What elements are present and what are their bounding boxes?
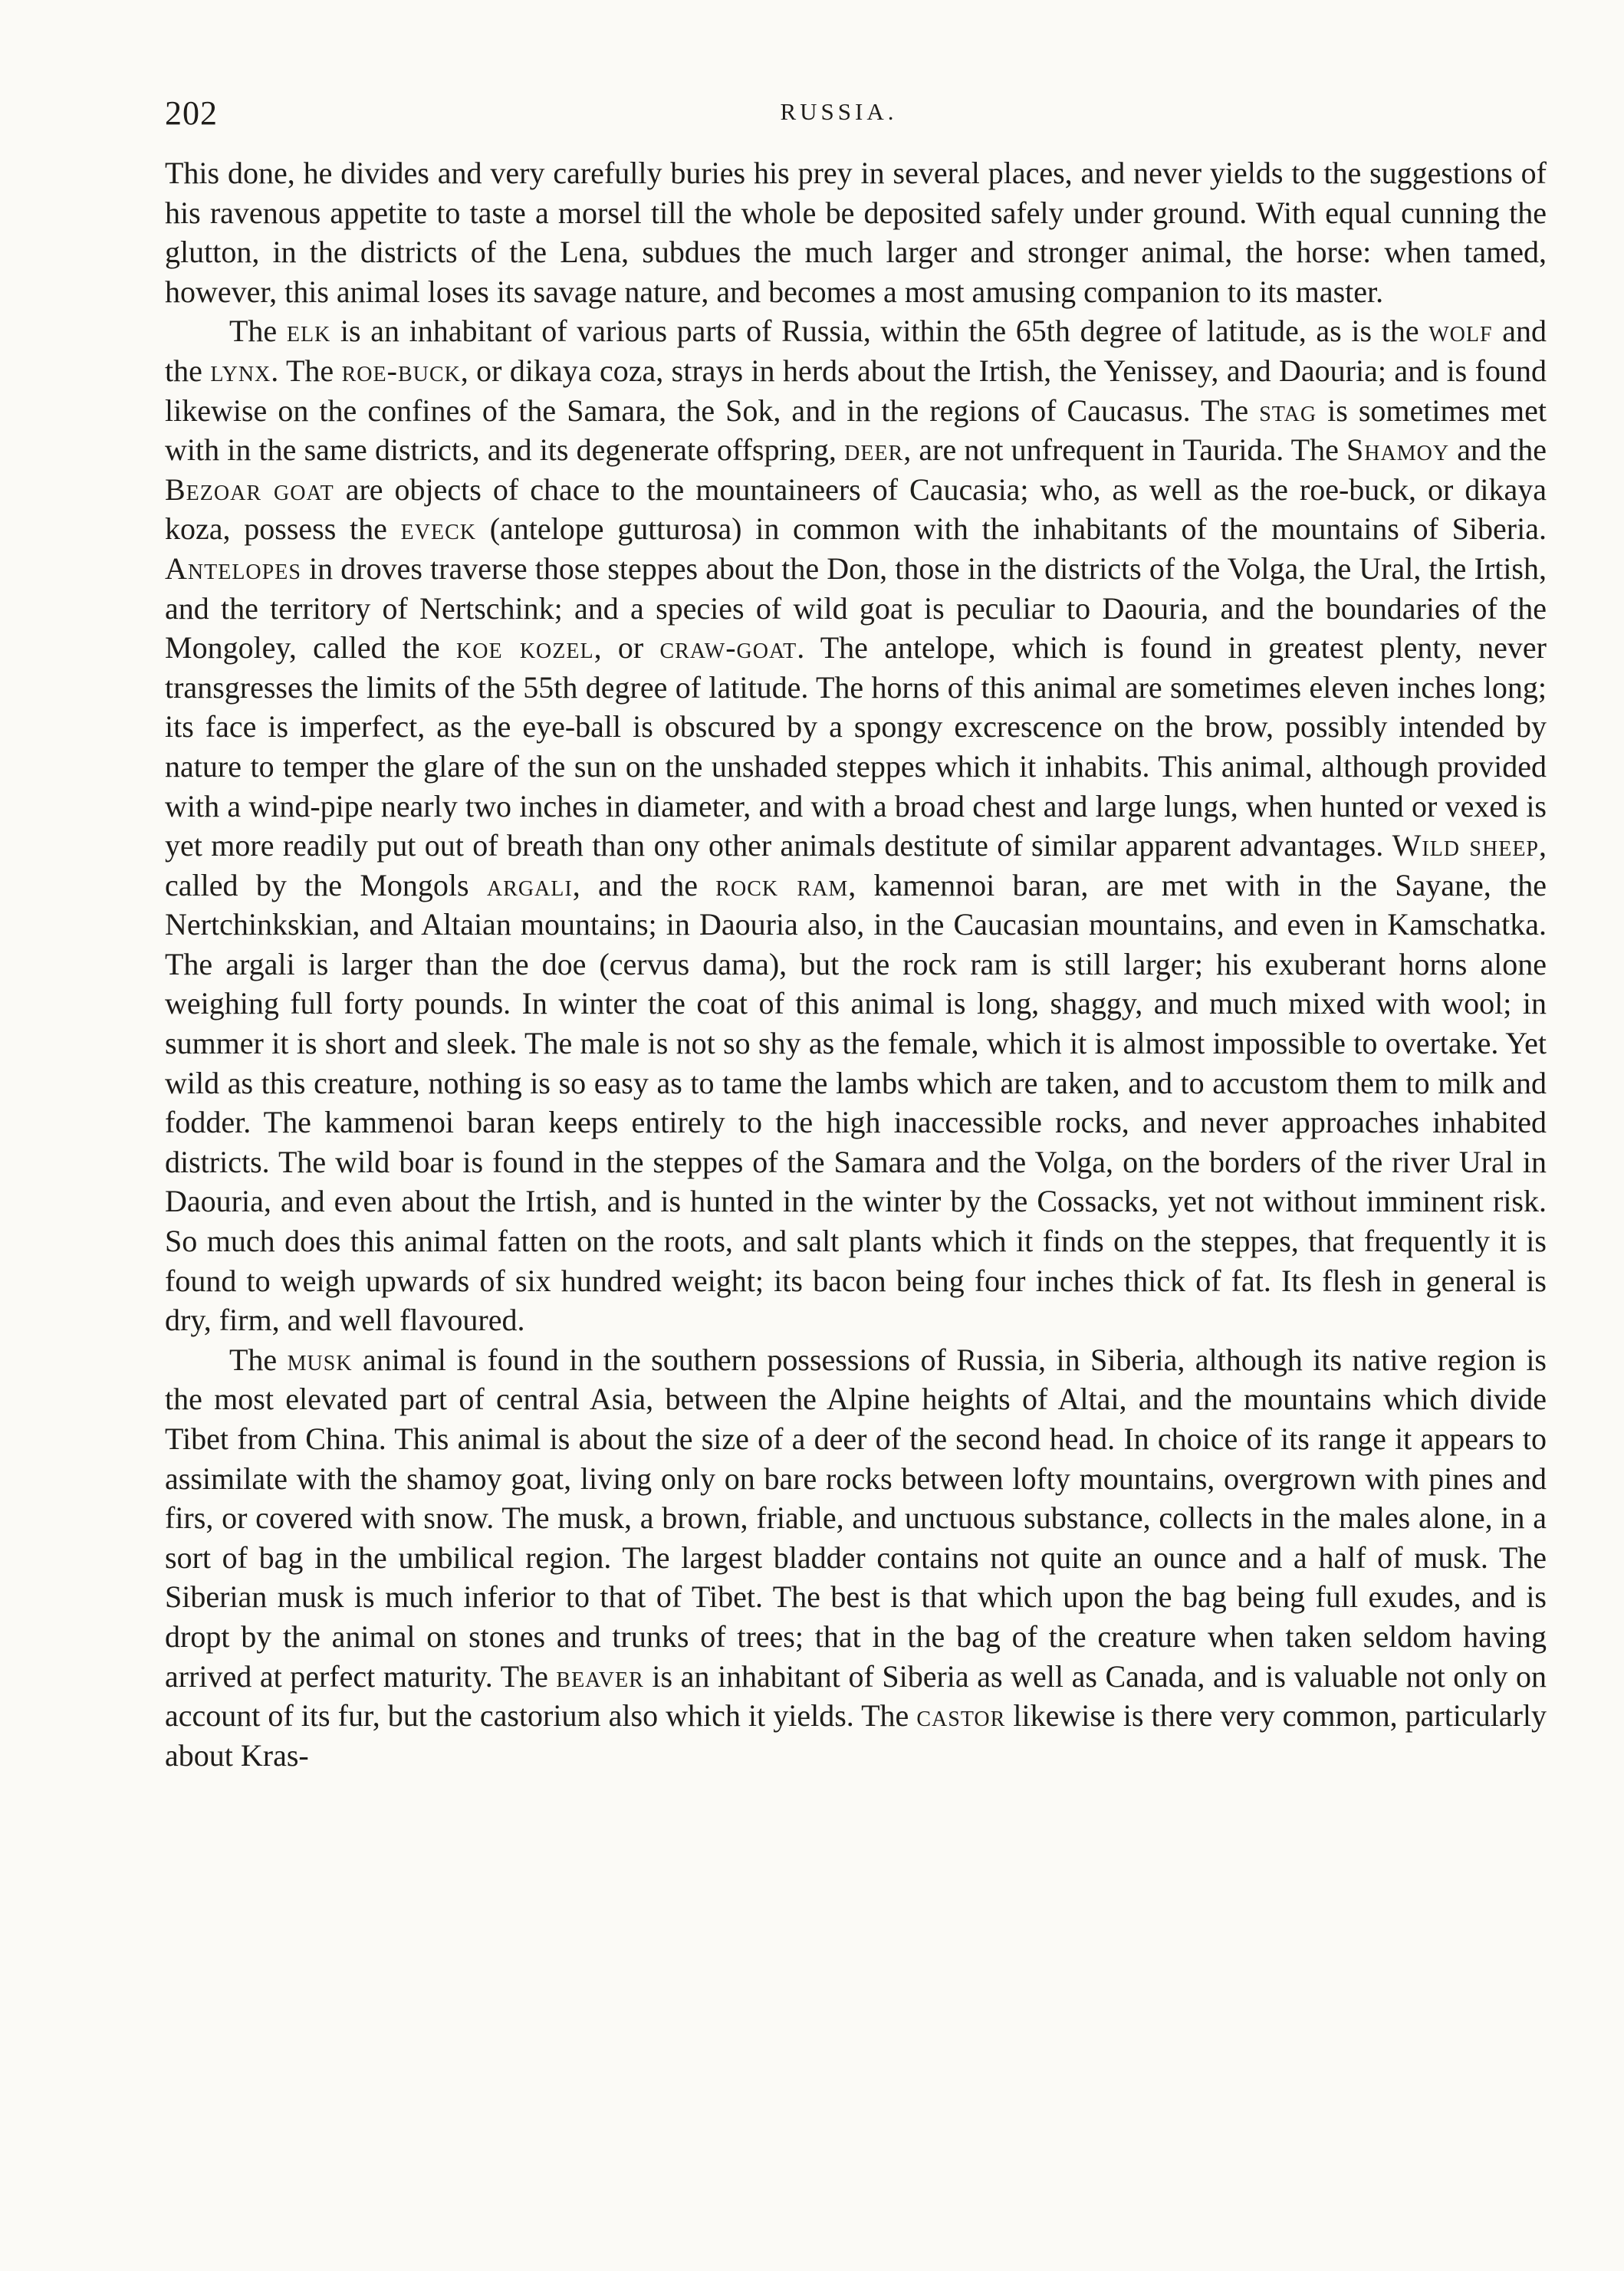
text-run: , or dikaya coza, strays in herds about the Irtish, the Yenissey, and Daouria; and is found likewise on the confines of the Samara, the Sok, and in the regions of Caucasus. The [165, 353, 1547, 428]
text-run: , called by the Mongols [165, 828, 1547, 902]
text-run: , and the [572, 867, 716, 902]
text-run: and the [1449, 432, 1547, 468]
small-caps-term: lynx [210, 353, 271, 388]
text-run: animal is found in the southern possessions of Russia, in Siberia, although its native region is the most elevated part of central Asia, between the Alpine heights of Altai, and the mountains which divide Tibet from China. This animal is about the size of a deer of the second head. In choice of its range it appears to assimilate with the shamoy goat, living only on bare rocks between lofty mountains, overgrown with pines and firs, or covered with snow. The musk, a brown, friable, and unctuous substance, collects in the males alone, in a sort of bag in the umbilical region. The largest bladder contains not quite an ounce and a half of musk. The Siberian musk is much inferior to that of Tibet. The best is that which upon the bag being full exudes, and is dropt by the animal on stones and trunks of trees; that in the bag of the creature when taken seldom having arrived at perfect maturity. The [165, 1342, 1547, 1694]
small-caps-term: craw-goat [659, 630, 797, 666]
text-run: . The antelope, which is found in greatest plenty, never transgresses the limits of the 55th degree of latitude. The horns of this animal are sometimes eleven inches long; its face is imperfect, as the eye-ball is obscured by a spongy excrescence on the brow, possibly intended by nature to temper the glare of the sun on the unshaded steppes which it inhabits. This animal, although provided with a wind-pipe nearly two inches in diameter, and with a broad chest and large lungs, when hunted or vexed is yet more readily put out of breath than ony other animals destitute of similar apparent advantages. [165, 630, 1547, 863]
text-run: are objects of chace to the mountaineers of Caucasia; who, as well as the roe-buck, or dikaya koza, possess the [165, 472, 1547, 547]
text-run: likewise is there very common, particularly about Kras- [165, 1698, 1547, 1773]
text-run: , kamennoi baran, are met with in the Sayane, the Nertchinkskian, and Altaian mountains; in Daouria also, in the Caucasian mountains, and even in Kamschatka. The argali is larger than the doe (cervus dama), but the rock ram is still larger; his exuberant horns alone weighing full forty pounds. In winter the coat of this animal is long, shaggy, and much mixed with wool; in summer it is short and sleek. The male is not so shy as the female, which it is almost impossible to overtake. Yet wild as this creature, nothing is so easy as to tame the lambs which are taken, and to accustom them to milk and fodder. The kammenoi baran keeps entirely to the high inaccessible rocks, and never approaches inhabited districts. The wild boar is found in the steppes of the Samara and the Volga, on the borders of the river Ural in Daouria, and even about the Irtish, and is hunted in the winter by the Cossacks, yet not without imminent risk. So much does this animal fatten on the roots, and salt plants which it finds on the steppes, that frequently it is found to weigh upwards of six hundred weight; its bacon being four inches thick of fat. Its flesh in general is dry, firm, and well flavoured. [165, 867, 1547, 1338]
page-number: 202 [165, 94, 218, 132]
text-run: in droves traverse those steppes about the Don, those in the districts of the Volga, the Ural, the Irtish, and the territory of Nertschink; and a species of wild goat is peculiar to Daouria, and the boundaries of the Mongoley, called the [165, 550, 1547, 666]
small-caps-term: Wild sheep [1392, 828, 1539, 863]
text-run: is an inhabitant of Siberia as well as Canada, and is valuable not only on account of its fur, but the castorium also which it yields. The [165, 1658, 1547, 1734]
small-caps-term: roe-buck [341, 353, 461, 388]
small-caps-term: castor [916, 1698, 1006, 1734]
text-run: , are not unfrequent in Taurida. The [903, 432, 1347, 468]
running-title: RUSSIA. [780, 98, 898, 125]
paragraph [165, 153, 1547, 311]
text-run: This done, he divides and very carefully buries his prey in several places, and never yields to the suggestions of his ravenous appetite to taste a morsel till the whole be deposited safely under ground. With equal cunning the glutton, in the districts of the Lena, subdues the much larger and stronger animal, the horse: when tamed, however, this animal loses its savage nature, and becomes a most amusing companion to its master. [165, 156, 1547, 309]
body-text [165, 153, 1547, 1775]
text-run: . The [271, 353, 342, 388]
small-caps-term: beaver [556, 1658, 644, 1694]
paragraph [165, 311, 1547, 1339]
paragraph [165, 1340, 1547, 1776]
running-head [165, 90, 1513, 136]
text-run: and the [165, 314, 1547, 388]
text-run: The [229, 314, 287, 349]
small-caps-term: koe kozel [456, 630, 594, 666]
text-run: (antelope gutturosa) in common with the inhabitants of the mountains of Siberia. [475, 511, 1547, 547]
small-caps-term: musk [287, 1342, 353, 1377]
small-caps-term: eveck [400, 511, 476, 547]
text-run: , or [593, 630, 660, 666]
text-run: The [229, 1342, 288, 1377]
small-caps-term: rock ram [715, 867, 849, 902]
text-run: is an inhabitant of various parts of Russia, within the 65th degree of latitude, as is the [330, 314, 1429, 349]
small-caps-term: Shamoy [1346, 432, 1450, 468]
small-caps-term: deer [844, 432, 904, 468]
text-run: is sometimes met with in the same districts, and its degenerate offspring, [165, 393, 1547, 468]
small-caps-term: Antelopes [165, 550, 301, 586]
small-caps-term: argali [486, 867, 573, 902]
small-caps-term: wolf [1428, 314, 1493, 349]
small-caps-term: elk [286, 314, 331, 349]
small-caps-term: stag [1259, 393, 1317, 428]
small-caps-term: Bezoar goat [165, 472, 334, 507]
